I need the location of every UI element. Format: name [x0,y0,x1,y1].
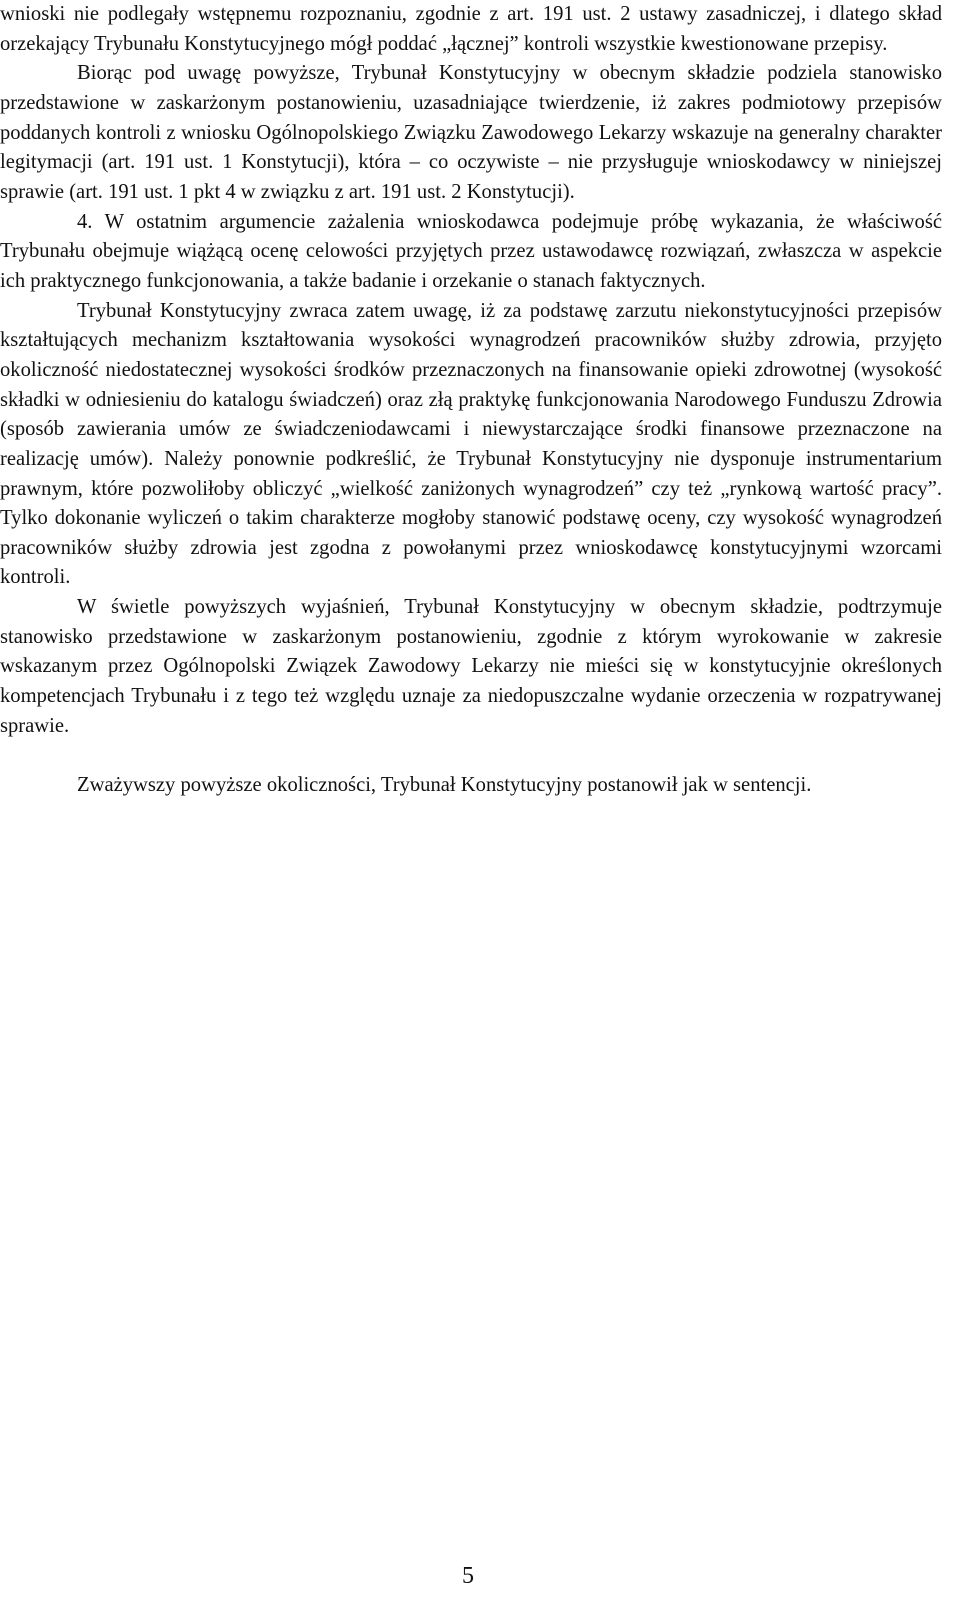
paragraph-argument-4: 4. W ostatnim argumencie zażalenia wnioskodawca podejmuje próbę wykazania, że właściwość Trybunału obejmuje wiążącą ocenę celowości przyjętych przez ustawodawcę rozwiązań, zwłaszcza w aspekcie ich praktycznego funkcjonowania, a także badanie i orzekanie o stanach faktycznych. [0,210,942,292]
paragraph-decision: Zważywszy powyższe okoliczności, Trybunał Konstytucyjny postanowił jak w sentencji. [77,774,812,797]
paragraph-tribunal-remarks: Trybunał Konstytucyjny zwraca zatem uwagę, iż za podstawę zarzutu niekonstytucyjności przepisów kształtujących mechanizm kształtowania wysokości wynagrodzeń pracowników służby zdrowia, przyjęto okoliczność niedostatecznej wysokości środków przeznaczonych na finansowanie opieki zdrowotnej (wysokość składki w odniesieniu do katalogu świadczeń) oraz złą praktykę funkcjonowania Narodowego Funduszu Zdrowia (sposób zawierania umów ze świadczeniodawcami i niewystarczające środki finansowe przeznaczone na realizację umów). Należy ponownie podkreślić, że Trybunał Konstytucyjny nie dysponuje instrumentarium prawnym, które pozwoliłoby obliczyć „wielkość zaniżonych wynagrodzeń” czy też „rynkową wartość pracy”. Tylko dokonanie wyliczeń o takim charakterze mogłoby stanowić podstawę oceny, czy wysokość wynagrodzeń pracowników służby zdrowia jest zgodna z powołanymi przez wnioskodawcę konstytucyjnymi wzorcami kontroli. [0,299,942,589]
paragraph-conclusion: W świetle powyższych wyjaśnień, Trybunał Konstytucyjny w obecnym składzie, podtrzymuje stanowisko przedstawione w zaskarżonym postanowieniu, zgodnie z którym wyrokowanie w zakresie wskazanym przez Ogólnopolski Związek Zawodowy Lekarzy nie mieści się w konstytucyjnie określonych kompetencjach Trybunału i z tego też względu uznaje za niedopuszczalne wydanie orzeczenia w rozpatrywanej sprawie. [0,596,942,737]
paragraph-continuation: wnioski nie podlegały wstępnemu rozpoznaniu, zgodnie z art. 191 ust. 2 ustawy zasadniczej, i dlatego skład orzekający Trybunału Konstytucyjnego mógł poddać „łącznej” kontroli wszystkie kwestionowane przepisy. [0,3,942,55]
document-body [0,0,942,801]
paragraph-position-summary: Biorąc pod uwagę powyższe, Trybunał Konstytucyjny w obecnym składzie podziela stanowisko przedstawione w zaskarżonym postanowieniu, uzasadniające twierdzenie, iż zakres podmiotowy przepisów poddanych kontroli z wniosku Ogólnopolskiego Związku Zawodowego Lekarzy wskazuje na generalny charakter legitymacji (art. 191 ust. 1 Konstytucji), która – co oczywiste – nie przysługuje wnioskodawcy w niniejszej sprawie (art. 191 ust. 1 pkt 4 w związku z art. 191 ust. 2 Konstytucji). [0,62,942,203]
page-number: 5 [462,1563,474,1589]
